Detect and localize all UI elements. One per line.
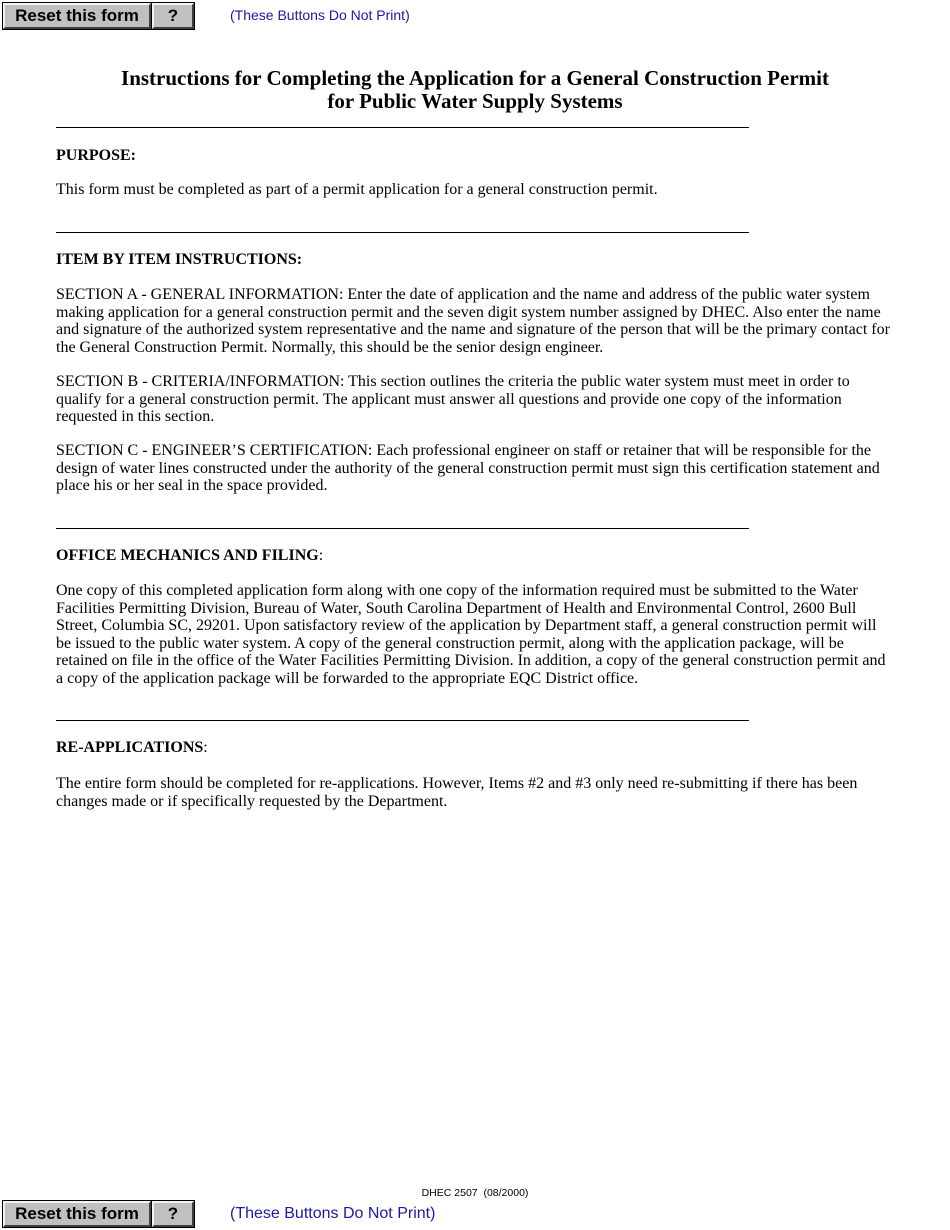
help-button-bottom[interactable]: ? [152, 1201, 194, 1227]
buttons-note-top: (These Buttons Do Not Print) [230, 7, 410, 23]
purpose-text: This form must be completed as part of a permit application for a general construction permit. [56, 181, 658, 198]
office-heading-text: OFFICE MECHANICS AND FILING [56, 547, 319, 564]
divider [56, 528, 749, 529]
divider [56, 232, 749, 233]
page-title [0, 67, 950, 113]
form-id-footer: DHEC 2507 (08/2000) [421, 1187, 529, 1199]
purpose-heading: PURPOSE: [56, 147, 136, 164]
title-line-2: for Public Water Supply Systems [327, 89, 623, 113]
reset-form-button-top[interactable]: Reset this form [3, 3, 151, 29]
divider [56, 127, 749, 128]
buttons-note-bottom: (These Buttons Do Not Print) [230, 1205, 436, 1222]
divider [56, 720, 749, 721]
reapplications-heading [56, 739, 208, 757]
office-heading-colon: : [318, 547, 324, 564]
instructions-heading: ITEM BY ITEM INSTRUCTIONS: [56, 251, 303, 268]
reapplications-heading-colon: : [203, 739, 208, 756]
office-text: One copy of this completed application form along with one copy of the information required must be submitted to the Water Facilities Permitting Division, Bureau of Water, South Carolina Department of Health and Environmental Control, 2600 Bull Street, Columbia SC, 29201. Upon satisfactory review of the application by Department staff, a general construction permit will be issued to the public water system. A copy of the general construction permit, along with the application package, will be retained on file in the office of the Water Facilities Permitting Division. In addition, a copy of the general construction permit and a copy of the application package will be forwarded to the appropriate EQC District office. [56, 582, 886, 687]
section-b-text: SECTION B - CRITERIA/INFORMATION: This section outlines the criteria the public water system must meet in order to qualify for a general construction permit. The applicant must answer all questions and provide one copy of the information requested in this section. [56, 373, 850, 425]
help-button-top[interactable]: ? [152, 3, 194, 29]
reapplications-text: The entire form should be completed for re-applications. However, Items #2 and #3 only need re-submitting if there has been changes made or if specifically requested by the Department. [56, 775, 858, 810]
section-a-text: SECTION A - GENERAL INFORMATION: Enter the date of application and the name and address of the public water system making application for a general construction permit and the seven digit system number assigned by DHEC. Also enter the name and signature of the authorized system representative and the name and signature of the person that will be the primary contact for the General Construction Permit. Normally, this should be the senior design engineer. [56, 286, 890, 356]
office-heading [56, 547, 323, 565]
reapplications-heading-text: RE-APPLICATIONS [56, 739, 204, 756]
reset-form-button-bottom[interactable]: Reset this form [3, 1201, 151, 1227]
section-c-text: SECTION C - ENGINEER’S CERTIFICATION: Each professional engineer on staff or retainer that will be responsible for the design of water lines constructed under the authority of the general construction permit must sign this certification statement and place his or her seal in the space provided. [56, 442, 880, 494]
title-line-1: Instructions for Completing the Application for a General Construction Permit [121, 66, 829, 90]
